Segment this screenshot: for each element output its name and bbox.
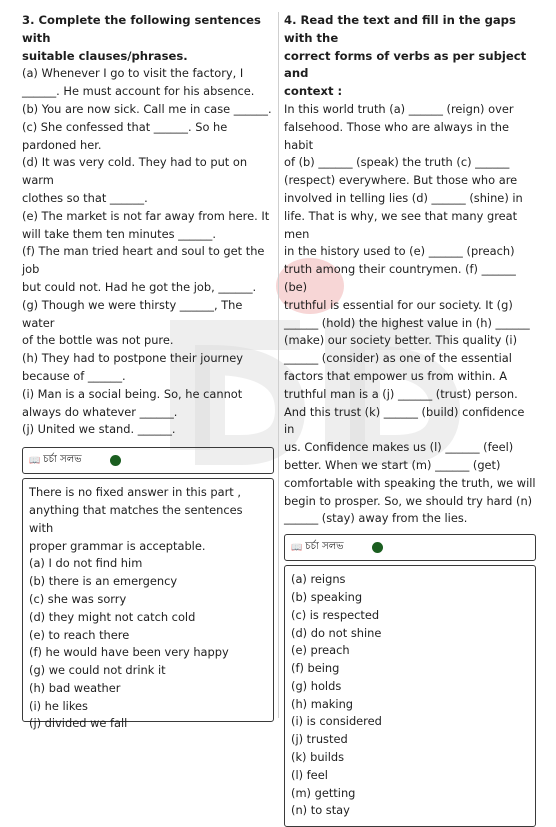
text-line: us. Confidence makes us (l) ______ (feel) bbox=[284, 440, 514, 455]
question-3-heading bbox=[22, 12, 274, 65]
answer-line: (c) is respected bbox=[291, 607, 380, 622]
text-line: of the bottle was not pure. bbox=[22, 333, 174, 348]
answer-line: (d) do not shine bbox=[291, 625, 382, 640]
answer-line: (b) there is an emergency bbox=[29, 574, 178, 589]
text-line: (a) Whenever I go to visit the factory, I bbox=[22, 66, 244, 81]
right-column bbox=[284, 12, 536, 827]
answer-box-3 bbox=[22, 478, 274, 731]
answer-line: (c) she was sorry bbox=[29, 591, 127, 606]
answer-line: (n) to stay bbox=[291, 803, 350, 818]
text-line: ______. He must account for his absence. bbox=[22, 84, 255, 99]
text-line: clothes so that ______. bbox=[22, 190, 148, 205]
answer-box-4 bbox=[284, 565, 536, 827]
answer-line: (j) trusted bbox=[291, 732, 348, 747]
green-dot-icon bbox=[372, 542, 383, 553]
answer-line: (a) reigns bbox=[291, 572, 346, 587]
answer-line: (f) he would have been very happy bbox=[29, 645, 229, 660]
text-line: (e) The market is not far away from here. It bbox=[22, 208, 270, 223]
column-divider bbox=[278, 12, 279, 718]
question-4-heading bbox=[284, 12, 536, 101]
text-line: factors that empower us from within. A bbox=[284, 368, 508, 383]
green-dot-icon bbox=[110, 455, 121, 466]
text-line: because of ______. bbox=[22, 368, 126, 383]
text-line: always do whatever ______. bbox=[22, 404, 178, 419]
answer-line: (d) they might not catch cold bbox=[29, 609, 196, 624]
answer-line: proper grammar is acceptable. bbox=[29, 538, 206, 553]
heading-line: 3. Complete the following sentences with bbox=[22, 13, 261, 45]
answer-line: (h) bad weather bbox=[29, 680, 121, 695]
book-icon: 📖 bbox=[291, 542, 303, 553]
text-line: comfortable with speaking the truth, we will bbox=[284, 475, 536, 490]
text-line: (b) You are now sick. Call me in case ______. bbox=[22, 101, 272, 116]
answer-line: (j) divided we fall bbox=[29, 716, 128, 731]
text-line: (f) The man tried heart and soul to get the job bbox=[22, 244, 265, 277]
text-line: In this world truth (a) ______ (reign) over bbox=[284, 101, 514, 116]
answer-line: (i) he likes bbox=[29, 698, 88, 713]
answer-line: anything that matches the sentences with bbox=[29, 502, 243, 535]
text-line: falsehood. Those who are always in the habit bbox=[284, 119, 510, 152]
answer-line: There is no fixed answer in this part , bbox=[29, 485, 241, 500]
solve-tag bbox=[284, 534, 536, 561]
text-line: involved in telling lies (d) ______ (shine) in bbox=[284, 190, 523, 205]
text-line: will take them ten minutes ______. bbox=[22, 226, 216, 241]
text-line: but could not. Had he got the job, ______. bbox=[22, 279, 257, 294]
text-line: (d) It was very cold. They had to put on warm bbox=[22, 155, 248, 188]
question-4-body bbox=[284, 101, 536, 528]
question-3-body bbox=[22, 65, 274, 439]
heading-line: correct forms of verbs as per subject and bbox=[284, 48, 527, 81]
answer-line: (l) feel bbox=[291, 767, 328, 782]
answer-line: (f) being bbox=[291, 661, 340, 676]
heading-line: suitable clauses/phrases. bbox=[22, 48, 188, 63]
solve-tag-label: চর্চা সলভ bbox=[305, 541, 344, 553]
text-line: pardoned her. bbox=[22, 137, 102, 152]
text-line: begin to prosper. So, we should try hard (n) bbox=[284, 493, 533, 508]
text-line: (make) our society better. This quality (i) bbox=[284, 333, 518, 348]
text-line: life. That is why, we see that many great men bbox=[284, 208, 518, 241]
answer-line: (e) to reach there bbox=[29, 627, 130, 642]
text-line: truthful is essential for our society. It (g) bbox=[284, 297, 513, 312]
text-line: of (b) ______ (speak) the truth (c) ______ bbox=[284, 155, 510, 170]
solve-tag-label: চর্চা সলভ bbox=[43, 454, 82, 466]
text-line: (g) Though we were thirsty ______, The water bbox=[22, 297, 243, 330]
answer-line: (e) preach bbox=[291, 643, 350, 658]
answer-line: (k) builds bbox=[291, 750, 345, 765]
text-line: truthful man is a (j) ______ (trust) person. bbox=[284, 386, 518, 401]
text-line: ______ (hold) the highest value in (h) ______ bbox=[284, 315, 530, 330]
answer-line: (m) getting bbox=[291, 785, 356, 800]
text-line: (i) Man is a social being. So, he cannot bbox=[22, 386, 243, 401]
heading-line: context : bbox=[284, 84, 343, 99]
answer-line: (b) speaking bbox=[291, 589, 363, 604]
book-icon: 📖 bbox=[29, 455, 41, 466]
text-line: And this trust (k) ______ (build) confidence in bbox=[284, 404, 525, 437]
left-column bbox=[22, 12, 274, 731]
text-line: (h) They had to postpone their journey bbox=[22, 351, 243, 366]
text-line: in the history used to (e) ______ (preach) bbox=[284, 244, 515, 259]
text-line: better. When we start (m) ______ (get) bbox=[284, 457, 501, 472]
answer-line: (a) I do not find him bbox=[29, 556, 143, 571]
answer-line: (i) is considered bbox=[291, 714, 382, 729]
text-line: (c) She confessed that ______. So he bbox=[22, 119, 228, 134]
solve-tag bbox=[22, 447, 274, 474]
text-line: (j) United we stand. ______. bbox=[22, 422, 176, 437]
answer-line: (g) holds bbox=[291, 678, 342, 693]
text-line: truth among their countrymen. (f) ______ (be) bbox=[284, 262, 516, 294]
answer-line: (h) making bbox=[291, 696, 354, 711]
text-line: ______ (consider) as one of the essential bbox=[284, 351, 512, 366]
text-line: (respect) everywhere. But those who are bbox=[284, 173, 518, 188]
text-line: ______ (stay) away from the lies. bbox=[284, 511, 468, 526]
answer-line: (g) we could not drink it bbox=[29, 663, 166, 678]
heading-line: 4. Read the text and fill in the gaps with the bbox=[284, 13, 516, 45]
